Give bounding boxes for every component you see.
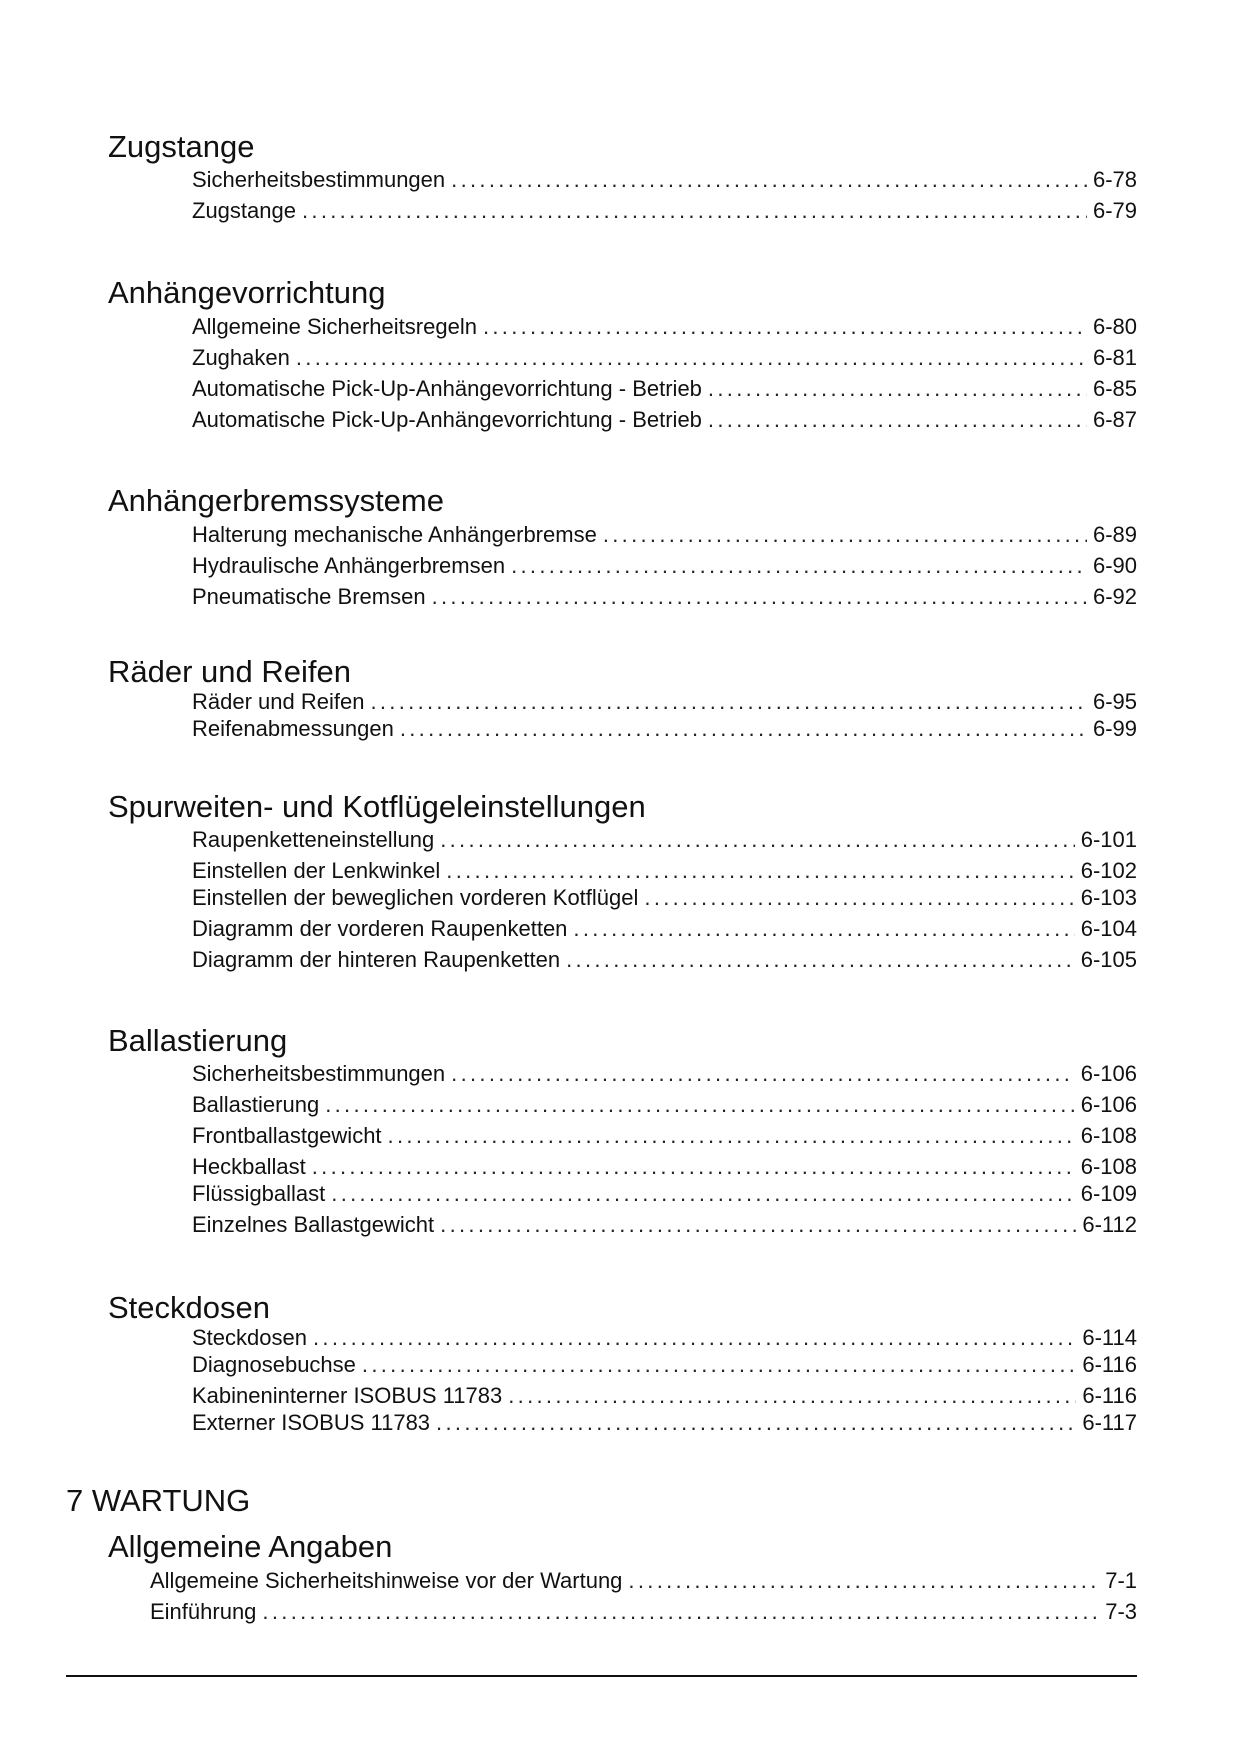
toc-entry-label: Diagramm der vorderen Raupenketten <box>192 916 568 941</box>
toc-entry[interactable] <box>192 198 1137 224</box>
dot-leader <box>440 827 1075 853</box>
toc-entry-page: 6-101 <box>1080 827 1137 852</box>
toc-entry-page: 6-78 <box>1092 167 1137 192</box>
toc-entry-label: Automatische Pick-Up-Anhängevorrichtung - Betrieb <box>192 376 702 401</box>
dot-leader <box>511 553 1087 579</box>
dot-leader <box>446 858 1074 884</box>
toc-entry[interactable] <box>192 167 1137 193</box>
toc-entry[interactable] <box>192 1410 1137 1436</box>
dot-leader <box>603 522 1087 548</box>
toc-entry-page: 6-92 <box>1092 584 1137 609</box>
toc-entry-page: 6-108 <box>1080 1123 1137 1148</box>
toc-entry-label: Raupenketteneinstellung <box>192 827 435 852</box>
dot-leader <box>325 1092 1075 1118</box>
section-heading-ballastierung: Ballastierung <box>108 1023 288 1058</box>
dot-leader <box>262 1599 1099 1625</box>
toc-entry-page: 6-116 <box>1082 1383 1137 1408</box>
toc-entry-page: 7-3 <box>1105 1599 1137 1624</box>
toc-entry-page: 6-80 <box>1092 314 1137 339</box>
toc-entry-page: 6-106 <box>1080 1092 1137 1117</box>
dot-leader <box>436 1410 1076 1436</box>
toc-entry-page: 6-99 <box>1092 716 1137 741</box>
chapter-heading: 7 WARTUNG <box>66 1483 251 1518</box>
dot-leader <box>573 916 1074 942</box>
toc-entry[interactable] <box>192 716 1137 742</box>
toc-entry-page: 6-87 <box>1092 407 1137 432</box>
toc-entry-label: Halterung mechanische Anhängerbremse <box>192 522 597 547</box>
dot-leader <box>508 1383 1076 1409</box>
toc-entry-label: Heckballast <box>192 1154 306 1179</box>
dot-leader <box>628 1568 1099 1594</box>
section-heading-raeder-und-reifen: Räder und Reifen <box>108 654 351 689</box>
toc-entry-label: Zugstange <box>192 198 296 223</box>
section-heading-steckdosen: Steckdosen <box>108 1290 270 1325</box>
dot-leader <box>708 407 1087 433</box>
toc-entry-label: Flüssigballast <box>192 1181 326 1206</box>
toc-entry[interactable] <box>192 916 1137 942</box>
dot-leader <box>644 885 1074 911</box>
toc-entry-label: Frontballastgewicht <box>192 1123 382 1148</box>
toc-entry-page: 6-112 <box>1082 1212 1137 1237</box>
toc-entry-label: Pneumatische Bremsen <box>192 584 426 609</box>
toc-entry[interactable] <box>192 1061 1137 1087</box>
toc-entry-label: Automatische Pick-Up-Anhängevorrichtung - Betrieb <box>192 407 702 432</box>
dot-leader <box>302 198 1087 224</box>
toc-entry-page: 6-105 <box>1080 947 1137 972</box>
toc-entry-page: 6-102 <box>1080 858 1137 883</box>
toc-entry-label: Einzelnes Ballastgewicht <box>192 1212 435 1237</box>
section-heading-allgemeine-angaben: Allgemeine Angaben <box>108 1529 393 1564</box>
dot-leader <box>296 345 1087 371</box>
toc-entry-label: Räder und Reifen <box>192 689 365 714</box>
toc-entry[interactable] <box>192 1181 1137 1207</box>
dot-leader <box>370 689 1087 715</box>
dot-leader <box>451 1061 1075 1087</box>
toc-entry[interactable] <box>192 1352 1137 1378</box>
dot-leader <box>331 1181 1074 1207</box>
toc-entry-page: 6-109 <box>1080 1181 1137 1206</box>
toc-entry-label: Steckdosen <box>192 1325 307 1350</box>
toc-entry[interactable] <box>192 584 1137 610</box>
toc-entry-page: 6-108 <box>1080 1154 1137 1179</box>
toc-entry[interactable] <box>150 1599 1137 1625</box>
toc-entry-page: 6-81 <box>1092 345 1137 370</box>
toc-entry[interactable] <box>192 885 1137 911</box>
dot-leader <box>708 376 1087 402</box>
toc-entry-page: 6-89 <box>1092 522 1137 547</box>
toc-entry[interactable] <box>192 1383 1137 1409</box>
section-heading-anhaengerbremssysteme: Anhängerbremssysteme <box>108 483 444 518</box>
toc-entry-page: 6-95 <box>1092 689 1137 714</box>
toc-entry-page: 6-106 <box>1080 1061 1137 1086</box>
toc-entry-page: 6-114 <box>1082 1325 1137 1350</box>
section-heading-anhaengevorrichtung: Anhängevorrichtung <box>108 275 386 310</box>
toc-entry-label: Kabineninterner ISOBUS 11783 <box>192 1383 503 1408</box>
toc-entry-label: Einstellen der Lenkwinkel <box>192 858 441 883</box>
toc-entry-label: Reifenabmessungen <box>192 716 394 741</box>
toc-entry-label: Ballastierung <box>192 1092 320 1117</box>
toc-entry-label: Diagramm der hinteren Raupenketten <box>192 947 561 972</box>
toc-entry-label: Sicherheitsbestimmungen <box>192 1061 446 1086</box>
toc-entry[interactable] <box>192 314 1137 340</box>
toc-entry[interactable] <box>192 1092 1137 1118</box>
toc-entry-label: Diagnosebuchse <box>192 1352 356 1377</box>
toc-entry-label: Einführung <box>150 1599 257 1624</box>
toc-entry-label: Einstellen der beweglichen vorderen Kotflügel <box>192 885 639 910</box>
dot-leader <box>400 716 1087 742</box>
toc-entry[interactable] <box>192 947 1137 973</box>
dot-leader <box>483 314 1087 340</box>
toc-entry-page: 6-117 <box>1082 1410 1137 1435</box>
toc-entry-page: 6-104 <box>1080 916 1137 941</box>
toc-entry[interactable] <box>192 827 1137 853</box>
toc-entry[interactable] <box>192 345 1137 371</box>
dot-leader <box>451 167 1087 193</box>
section-heading-zugstange: Zugstange <box>108 129 255 164</box>
dot-leader <box>432 584 1087 610</box>
dot-leader <box>362 1352 1076 1378</box>
dot-leader <box>440 1212 1076 1238</box>
toc-entry[interactable] <box>192 689 1137 715</box>
toc-entry[interactable] <box>192 1212 1137 1238</box>
toc-entry[interactable] <box>192 407 1137 433</box>
toc-entry[interactable] <box>192 858 1137 884</box>
toc-entry[interactable] <box>192 553 1137 579</box>
toc-entry-page: 7-1 <box>1105 1568 1137 1593</box>
toc-entry-page: 6-116 <box>1082 1352 1137 1377</box>
toc-entry-page: 6-85 <box>1092 376 1137 401</box>
toc-entry[interactable] <box>192 1154 1137 1180</box>
toc-entry-page: 6-79 <box>1092 198 1137 223</box>
toc-entry[interactable] <box>192 522 1137 548</box>
toc-entry-label: Allgemeine Sicherheitsregeln <box>192 314 477 339</box>
dot-leader <box>312 1154 1075 1180</box>
toc-entry[interactable] <box>192 376 1137 402</box>
section-heading-spurweiten: Spurweiten- und Kotflügeleinstellungen <box>108 789 646 824</box>
dot-leader <box>566 947 1075 973</box>
toc-entry[interactable] <box>192 1325 1137 1351</box>
toc-entry[interactable] <box>192 1123 1137 1149</box>
toc-entry-label: Zughaken <box>192 345 290 370</box>
toc-entry-page: 6-103 <box>1080 885 1137 910</box>
toc-entry-label: Sicherheitsbestimmungen <box>192 167 446 192</box>
toc-entry[interactable] <box>150 1568 1137 1594</box>
dot-leader <box>313 1325 1076 1351</box>
toc-entry-label: Allgemeine Sicherheitshinweise vor der Wartung <box>150 1568 623 1593</box>
toc-entry-label: Hydraulische Anhängerbremsen <box>192 553 506 578</box>
toc-entry-page: 6-90 <box>1092 553 1137 578</box>
toc-entry-label: Externer ISOBUS 11783 <box>192 1410 431 1435</box>
footer-rule <box>66 1675 1137 1677</box>
dot-leader <box>388 1123 1075 1149</box>
